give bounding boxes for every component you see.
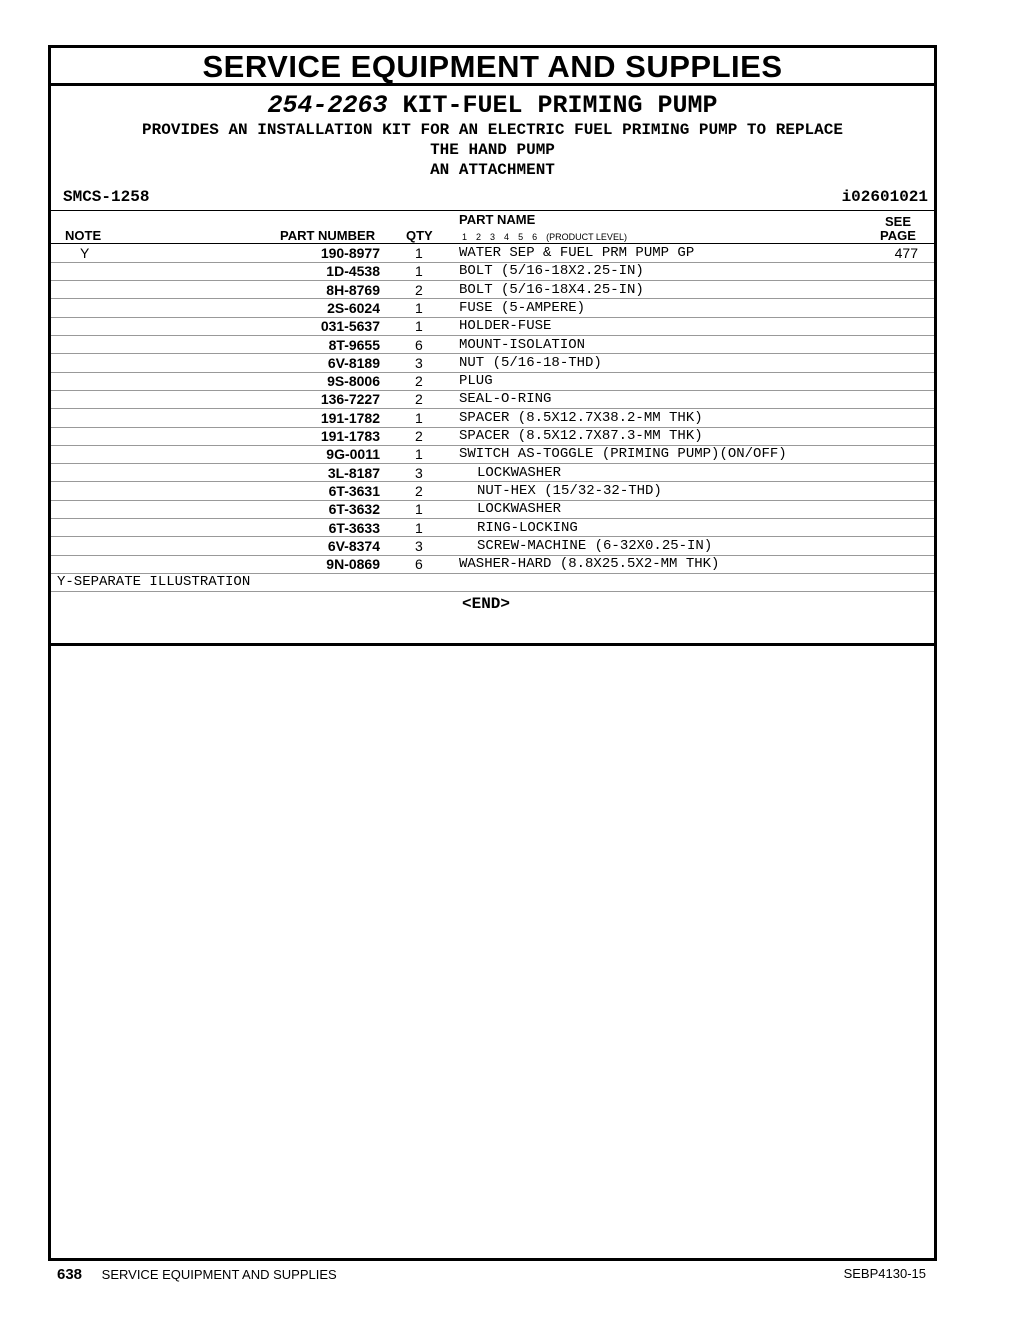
quantity: 1 <box>415 501 423 518</box>
footer-doc-id: SEBP4130-15 <box>843 1266 926 1281</box>
section-title: SERVICE EQUIPMENT AND SUPPLIES <box>51 48 934 86</box>
table-row <box>51 427 934 445</box>
part-number: 136-7227 <box>320 391 380 408</box>
quantity: 1 <box>415 409 423 426</box>
part-number: 9N-0869 <box>326 556 380 573</box>
level-label: 2 <box>476 232 482 242</box>
part-name: SEAL-O-RING <box>459 391 552 408</box>
part-number: 6V-8374 <box>327 537 380 554</box>
table-row <box>51 409 934 427</box>
part-name: HOLDER-FUSE <box>459 318 552 335</box>
quantity: 1 <box>415 318 423 335</box>
part-number: 190-8977 <box>320 245 380 261</box>
quantity: 3 <box>415 464 423 481</box>
table-row <box>51 555 934 573</box>
part-name: WASHER-HARD (8.8X25.5X2-MM THK) <box>459 556 720 573</box>
table-row <box>51 390 934 408</box>
page-number: 638 <box>57 1266 83 1283</box>
quantity: 2 <box>415 281 423 298</box>
section-end-rule <box>51 643 934 646</box>
part-number: 8H-8769 <box>326 281 380 298</box>
part-number: 031-5637 <box>320 318 380 335</box>
row-note: Y <box>80 245 90 261</box>
col-see: SEE <box>885 214 912 229</box>
part-name: RING-LOCKING <box>477 519 578 536</box>
end-marker: <END> <box>462 594 511 613</box>
page-frame <box>48 45 937 1261</box>
part-number: 191-1782 <box>320 409 380 426</box>
footer-section: SERVICE EQUIPMENT AND SUPPLIES <box>101 1267 337 1282</box>
part-name: FUSE (5-AMPERE) <box>459 299 586 316</box>
part-name: BOLT (5/16-18X2.25-IN) <box>459 263 644 280</box>
footer-left <box>57 1266 337 1283</box>
quantity: 2 <box>415 482 423 499</box>
table-row <box>51 464 934 482</box>
part-number: 191-1783 <box>320 428 380 444</box>
table-row <box>51 262 934 280</box>
see-page: 477 <box>894 245 918 261</box>
col-part-number: PART NUMBER <box>280 228 376 243</box>
level-label: 1 <box>462 232 468 242</box>
part-name: BOLT (5/16-18X4.25-IN) <box>459 281 644 298</box>
smcs-code: SMCS-1258 <box>63 188 150 206</box>
part-number: 8T-9655 <box>328 336 380 353</box>
part-name: MOUNT-ISOLATION <box>459 336 586 353</box>
part-number: 6T-3632 <box>328 501 380 518</box>
header-divider <box>51 210 934 211</box>
part-name: NUT (5/16-18-THD) <box>459 354 602 371</box>
part-name: NUT-HEX (15/32-32-THD) <box>477 482 662 499</box>
part-number: 9G-0011 <box>326 446 380 463</box>
description-line: THE HAND PUMP <box>430 141 555 159</box>
illustration-id: i02601021 <box>841 188 928 206</box>
part-name: WATER SEP & FUEL PRM PUMP GP <box>459 245 695 261</box>
quantity: 3 <box>415 354 423 371</box>
table-row <box>51 299 934 317</box>
table-row <box>51 336 934 354</box>
row-divider <box>51 591 934 592</box>
col-note: NOTE <box>65 228 102 243</box>
level-label: 4 <box>504 232 510 242</box>
table-row <box>51 317 934 335</box>
quantity: 1 <box>415 446 423 463</box>
level-label: 6 <box>532 232 538 242</box>
quantity: 2 <box>415 428 423 444</box>
quantity: 1 <box>415 519 423 536</box>
part-name: LOCKWASHER <box>477 501 562 518</box>
col-qty: QTY <box>406 228 433 243</box>
description-line: PROVIDES AN INSTALLATION KIT FOR AN ELECTRIC FUEL PRIMING PUMP TO REPLACE <box>142 121 843 139</box>
quantity: 6 <box>415 336 423 353</box>
kit-title <box>51 93 934 119</box>
part-number: 6V-8189 <box>327 354 380 371</box>
description-line: AN ATTACHMENT <box>430 161 555 179</box>
part-name: LOCKWASHER <box>477 464 562 481</box>
part-name: SWITCH AS-TOGGLE (PRIMING PUMP)(ON/OFF) <box>459 446 787 463</box>
table-row <box>51 537 934 555</box>
part-name: SPACER (8.5X12.7X87.3-MM THK) <box>459 428 703 444</box>
col-part-name: PART NAME <box>459 212 536 227</box>
part-number: 6T-3633 <box>328 519 380 536</box>
kit-name: KIT-FUEL PRIMING PUMP <box>402 91 718 120</box>
quantity: 1 <box>415 299 423 316</box>
table-row <box>51 354 934 372</box>
quantity: 3 <box>415 537 423 554</box>
part-name: SPACER (8.5X12.7X38.2-MM THK) <box>459 409 703 426</box>
quantity: 1 <box>415 263 423 280</box>
product-level-label: (PRODUCT LEVEL) <box>546 232 627 242</box>
level-label: 5 <box>518 232 524 242</box>
part-number: 3L-8187 <box>327 464 380 481</box>
quantity: 1 <box>415 245 423 261</box>
table-row <box>51 500 934 518</box>
table-row <box>51 281 934 299</box>
part-name: SCREW-MACHINE (6-32X0.25-IN) <box>477 537 713 554</box>
table-row <box>51 372 934 390</box>
part-name: PLUG <box>459 373 493 390</box>
table-row <box>51 519 934 537</box>
footnote: Y-SEPARATE ILLUSTRATION <box>57 574 251 591</box>
part-number: 6T-3631 <box>328 482 380 499</box>
table-row <box>51 445 934 463</box>
quantity: 6 <box>415 556 423 573</box>
col-page: PAGE <box>880 228 916 243</box>
part-number: 9S-8006 <box>327 373 380 390</box>
table-row <box>51 244 934 262</box>
table-row <box>51 482 934 500</box>
part-number: 1D-4538 <box>326 263 380 280</box>
quantity: 2 <box>415 391 423 408</box>
level-label: 3 <box>490 232 496 242</box>
product-levels <box>462 232 636 242</box>
quantity: 2 <box>415 373 423 390</box>
part-number: 2S-6024 <box>327 299 380 316</box>
kit-number: 254-2263 <box>267 91 388 120</box>
